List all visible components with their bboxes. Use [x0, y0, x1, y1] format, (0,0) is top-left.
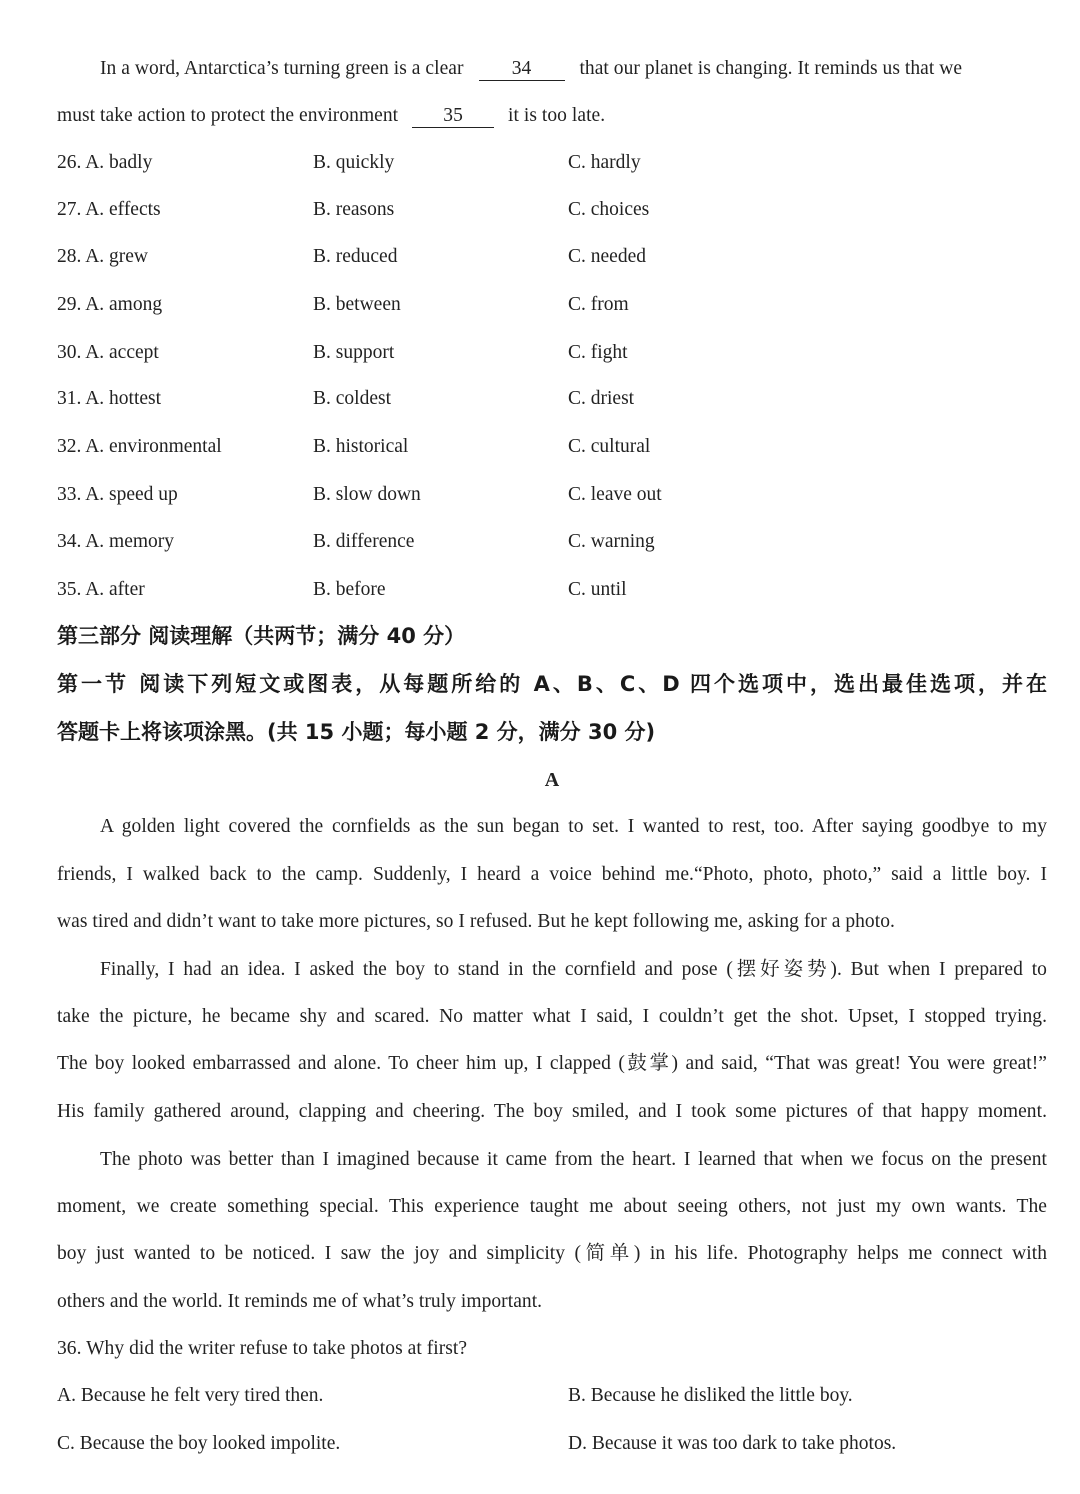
cloze-text: In a word, Antarctica’s turning green is a clear	[100, 58, 464, 79]
cloze-option-row	[57, 291, 1047, 319]
option-b: B. between	[313, 294, 401, 315]
question-option-a: A. Because he felt very tired then.	[57, 1385, 324, 1406]
option-a: 27. A. effects	[57, 199, 161, 220]
passage-line: take the picture, he became shy and scared. No matter what I said, I couldn’t get the shot. Upset, I stopped trying.	[57, 1006, 1047, 1027]
option-c: C. cultural	[568, 436, 651, 457]
option-a: 29. A. among	[57, 294, 163, 315]
option-a: 35. A. after	[57, 579, 145, 600]
option-a: 26. A. badly	[57, 152, 153, 173]
option-b: B. reasons	[313, 199, 395, 220]
cloze-option-row	[57, 433, 1047, 461]
cloze-text: it is too late.	[508, 105, 606, 126]
option-a: 28. A. grew	[57, 246, 149, 267]
option-b: B. before	[313, 579, 386, 600]
cloze-option-row	[57, 196, 1047, 224]
option-a: 30. A. accept	[57, 342, 159, 363]
section-instruction-line-1: 第一节 阅读下列短文或图表，从每题所给的 A、B、C、D 四个选项中，选出最佳选项，并在	[57, 672, 1047, 696]
passage-line: Finally, I had an idea. I asked the boy to stand in the cornfield and pose (摆好姿势). But when I prepared to	[100, 959, 1047, 980]
passage-line: A golden light covered the cornfields as the sun began to set. I wanted to rest, too. After saying goodbye to my	[100, 816, 1047, 837]
cloze-text: must take action to protect the environment	[57, 105, 399, 126]
cloze-option-row	[57, 528, 1047, 556]
option-b: B. coldest	[313, 388, 391, 409]
passage-line: boy just wanted to be noticed. I saw the joy and simplicity (简单) in his life. Photography helps me connect with	[57, 1243, 1047, 1264]
option-b: B. reduced	[313, 246, 398, 267]
option-c: C. driest	[568, 388, 635, 409]
passage-line: was tired and didn’t want to take more pictures, so I refused. But he kept following me, asking for a photo.	[57, 911, 895, 932]
cloze-line-1	[100, 55, 1047, 83]
option-a: 33. A. speed up	[57, 484, 178, 505]
section-instruction-line-2: 答题卡上将该项涂黑。(共 15 小题；每小题 2 分，满分 30 分)	[57, 720, 656, 744]
cloze-option-row	[57, 481, 1047, 509]
blank-34: 34	[479, 58, 565, 81]
option-c: C. warning	[568, 531, 655, 552]
question-option-c: C. Because the boy looked impolite.	[57, 1433, 341, 1454]
option-c: C. needed	[568, 246, 646, 267]
option-b: B. support	[313, 342, 395, 363]
question-option-d: D. Because it was too dark to take photos.	[568, 1433, 897, 1454]
option-b: B. difference	[313, 531, 415, 552]
cloze-line-2	[57, 102, 1047, 130]
cloze-option-row	[57, 243, 1047, 271]
cloze-text: that our planet is changing. It reminds us that we	[579, 58, 963, 79]
passage-line: His family gathered around, clapping and cheering. The boy smiled, and I took some pictures of that happy moment.	[57, 1101, 1047, 1122]
cloze-option-row	[57, 385, 1047, 413]
cloze-option-row	[57, 576, 1047, 604]
passage-letter: A	[544, 769, 560, 791]
passage-line: moment, we create something special. This experience taught me about seeing others, not just my own wants. The	[57, 1196, 1047, 1217]
question-option-b: B. Because he disliked the little boy.	[568, 1385, 853, 1406]
option-b: B. slow down	[313, 484, 421, 505]
question-stem: 36. Why did the writer refuse to take photos at first?	[57, 1338, 468, 1359]
cloze-option-row	[57, 339, 1047, 367]
option-c: C. leave out	[568, 484, 662, 505]
option-c: C. fight	[568, 342, 628, 363]
option-c: C. choices	[568, 199, 650, 220]
option-b: B. quickly	[313, 152, 395, 173]
option-a: 34. A. memory	[57, 531, 175, 552]
option-c: C. from	[568, 294, 629, 315]
blank-35: 35	[412, 105, 494, 128]
option-a: 32. A. environmental	[57, 436, 222, 457]
passage-line: The photo was better than I imagined because it came from the heart. I learned that when we focus on the present	[100, 1149, 1047, 1170]
passage-line: others and the world. It reminds me of what’s truly important.	[57, 1291, 543, 1312]
option-c: C. hardly	[568, 152, 641, 173]
option-c: C. until	[568, 579, 627, 600]
option-a: 31. A. hottest	[57, 388, 162, 409]
cloze-option-row	[57, 149, 1047, 177]
passage-line: friends, I walked back to the camp. Suddenly, I heard a voice behind me.“Photo, photo, photo,” said a little boy. I	[57, 864, 1047, 885]
option-b: B. historical	[313, 436, 409, 457]
section-title: 第三部分 阅读理解（共两节；满分 40 分）	[57, 624, 466, 648]
passage-line: The boy looked embarrassed and alone. To cheer him up, I clapped (鼓掌) and said, “That was great! You were great!”	[57, 1053, 1047, 1074]
